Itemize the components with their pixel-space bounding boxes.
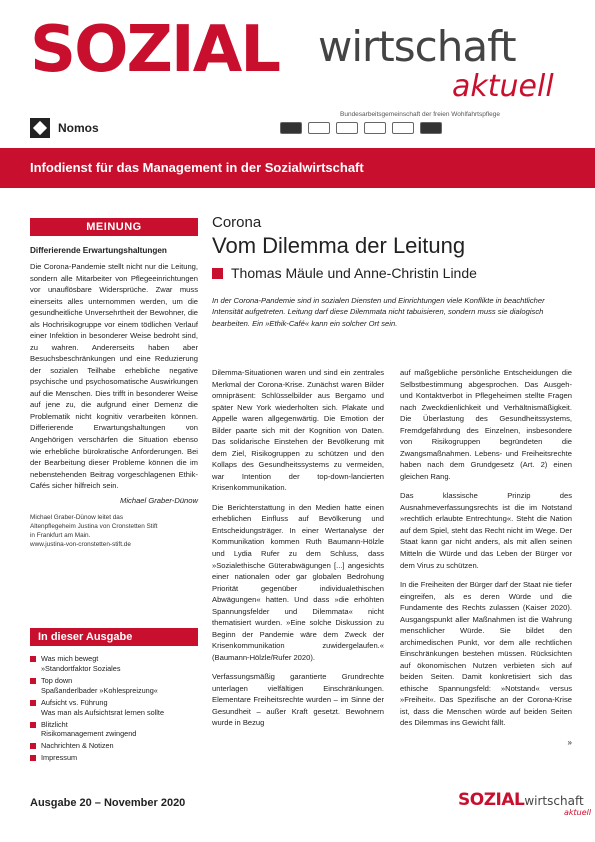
publisher-name: Nomos: [58, 121, 99, 135]
bullet-square-icon: [30, 656, 36, 662]
caritas-logo-icon: [308, 122, 330, 134]
toc-item-title: Impressum: [41, 753, 78, 763]
toc-item-title: Aufsicht vs. Führung: [41, 697, 108, 707]
table-of-contents: [30, 628, 198, 763]
article-body: [212, 367, 572, 749]
diakonie-logo-icon: [392, 122, 414, 134]
toc-list: [30, 654, 198, 763]
paragraph: auf maßgebliche persönliche Entscheidungen die Selbstbestimmung abgesprochen. Das Ausgeh- und Kontaktverbot in Pflegeheimen stellte Fragen nach Zweckdienlichkeit und Verhältnismäßigkeit. Die Überlastung des Gesundheitssystems, Fremdgefährdung des Einzelnen, insbesondere von Risikogruppen begründeten die Zwangsmaßnahmen. Lebens- und Freiheitsrechte haben nach dem Grundgesetz (Art. 2) einen gleichen Rang.: [400, 368, 572, 481]
issue-number: Ausgabe 20 – November 2020: [30, 797, 186, 809]
paritaet-logo-icon: [336, 122, 358, 134]
paragraph: Das klassische Prinzip des Ausnahmeverfassungsrechts ist die im Notstand »rechtlich erlaubte Entrechtung«. Steht die Nation auf dem Spiel, steht das Recht nicht im Wege. Der Staat kann gar nicht anders, als mit allen seinen Mitteln die Würde und das Leben der Bürger vor dem Virus zu schützen.: [400, 491, 572, 570]
partner-logos: [280, 122, 442, 134]
toc-item[interactable]: [30, 698, 198, 718]
footer-brand-aktuell: aktuell: [564, 808, 592, 817]
toc-item-subtitle: Spaßanderlbader »Kohlespreizung«: [41, 685, 158, 695]
toc-item-subtitle: Risikomanagement zwingend: [41, 729, 137, 739]
bio-link[interactable]: www.justina-von-cronstetten-stift.de: [30, 541, 131, 549]
opinion-signature: Michael Graber-Dünow: [120, 495, 198, 505]
paragraph: Dilemma-Situationen waren und sind ein zentrales Merkmal der Corona-Krise. Zunächst waren Bilder omnipräsent: Schlüsselbilder aus Bergamo und später New York wiederholten sich. Plakate und Appelle waren allgegenwärtig. Die Emotion der Bilder paarte sich mit der Kognition von Daten. Das solidarische Einstehen der Bevölkerung mit dem Ziel, Risikogruppen zu schützen und den Kollaps des Gesundheitssystems zu vermeiden, war Intention der top-down-lancierten Krisenkommunikation.: [212, 368, 384, 493]
bullet-square-icon: [30, 700, 36, 706]
red-cross-logo-icon: [364, 122, 386, 134]
continue-marker: »: [567, 737, 572, 747]
toc-item-subtitle: Was man als Aufsichtsrat lernen sollte: [41, 707, 165, 717]
bullet-square-icon: [30, 743, 36, 749]
toc-item-title: Was mich bewegt: [41, 654, 99, 663]
footer-brand-sozial: SOZIAL: [458, 790, 525, 810]
publisher-logo: [30, 118, 99, 138]
bio-line: Michael Graber-Dünow leitet das: [30, 513, 124, 521]
toc-item[interactable]: [30, 676, 198, 696]
masthead: [0, 0, 595, 142]
tagline: Infodienst für das Management in der Sozialwirtschaft: [30, 160, 364, 175]
toc-item[interactable]: [30, 654, 198, 674]
paragraph: Verfassungsmäßig garantierte Grundrechte unterlagen vielfältigen Einschränkungen. Elementare Freiheitsrechte wurden – im Sinne der Gesundheit – außer Kraft gesetzt. Bewohnern wurde in Bezug: [212, 672, 384, 728]
author-names: Thomas Mäule und Anne-Christin Linde: [231, 265, 477, 281]
toc-item[interactable]: [30, 741, 198, 751]
bullet-square-icon: [30, 722, 36, 728]
article-header: [212, 214, 574, 329]
bullet-square-icon: [212, 268, 223, 279]
opinion-body: Die Corona-Pandemie stellt nicht nur die Leitung, sondern alle Mitarbeiter von Pflegeeinrichtungen vor unauflösbare Widersprüche. Zwar muss einerseits alles unternommen werden, um die gesundheitliche Unversehrtheit der Bewohner, die als Hochrisikogruppe vor einem tödlichen Verlauf einer Infektion in besonderer Weise bedroht sind, zu wahren. Andererseits haben aber Besuchsbeschränkungen und eine Reduzierung der sozialen Teilhabe erhebliche negative psychische und psychosomatische Auswirkungen auf die Menschen. Dies trifft in besonderer Weise auf jene zu, die aufgrund einer Demenz die Problematik nicht kognitiv verarbeiten können. Differierende Erwartungshaltungen von Angehörigen verschärfen die Situation ebenso wie erhebliche bürokratische Anforderungen. Bei der Bearbeitung dieser Probleme können die im nebenstehenden Beitrag vorgeschlagenen Ethik-Cafés sicher hilfreich sein.: [30, 262, 198, 491]
toc-item[interactable]: [30, 753, 198, 763]
nomos-diamond-icon: [30, 118, 50, 138]
paragraph: Die Berichterstattung in den Medien hatte einen erheblichen Einfluss auf Bevölkerung und Entscheidungsträger. In einer Wertanalyse der Kommunikation kommen Ruth Baumann-Hölzle und Lydia Rufer zu dem Schluss, dass »Sozialethische Güterabwägungen [...] angesichts einer nationalen oder gar globalen Bedrohung Priorität gegenüber individualethischen Abwägungen« hatten. Und dass »die erhöhten Spannungsfelder und Dilemmata« nicht thematisiert wurden. »Eine solche Diskussion zu Beginn der Pandemie wäre dem Zweck der Krisenkommunikation zuwidergelaufen.« (Baumann-Hölzle/Rufer 2020).: [212, 502, 384, 662]
article-authors: [212, 265, 574, 281]
opinion-column: [30, 218, 198, 550]
brand-wirtschaft: wirtschaft: [318, 22, 516, 71]
paragraph: In die Freiheiten der Bürger darf der Staat nie tiefer eingreifen, als es deren Würde und die Fundamente des Rechts zulassen (Kaiser 2020). Ausgangspunkt aller Maßnahmen ist die Wahrung menschlicher Würde. Sie bildet den archimedischen Punkt, vor dem alle rechtlichen Einschränkungen bestehen müssen. Rücksichten auf ökonomischen Nutzen verbieten sich auf beiden Seiten. Damit konkretisiert sich das ethische Spannungsfeld: »Notstand« versus »Freiheit«. Das Spezifische an der Corona-Krise ist, dass die Menschen würde auf beiden Seiten des Dilemmas ins Gewicht fällt.: [400, 580, 572, 728]
article-column-1: [212, 367, 384, 749]
toc-header: In dieser Ausgabe: [30, 628, 198, 646]
article-column-2: [400, 367, 572, 749]
awo-logo-icon: [280, 122, 302, 134]
bio-line: in Frankfurt am Main.: [30, 532, 91, 540]
toc-item-title: Top down: [41, 675, 73, 685]
toc-item-title: Blitzlicht: [41, 719, 68, 729]
bullet-square-icon: [30, 678, 36, 684]
toc-item-title: Nachrichten & Notizen: [41, 741, 114, 751]
tagline-banner: [0, 148, 595, 188]
footer-brand-wirtschaft: wirtschaft: [524, 794, 584, 808]
opinion-subhead: Differierende Erwartungshaltungen: [30, 246, 167, 255]
bio-line: Altenpflegeheim Justina von Cronstetten Stift: [30, 522, 158, 530]
article-kicker: Corona: [212, 214, 262, 231]
article-lead: In der Corona-Pandemie sind in sozialen Diensten und Einrichtungen viele Konflikte in beachtlicher Intensität aufgetreten. Leitung darf diese Dilemmata nicht tabuisieren, sondern muss sie dialogisch bearbeiten. Ein »Ethik-Café« kann ein solcher Ort sein.: [212, 296, 545, 328]
toc-item[interactable]: [30, 720, 198, 740]
partners-caption: Bundesarbeitsgemeinschaft der freien Wohlfahrtspflege: [340, 111, 500, 118]
article-headline: Vom Dilemma der Leitung: [212, 233, 466, 258]
opinion-header: MEINUNG: [30, 218, 198, 236]
zwst-logo-icon: [420, 122, 442, 134]
bullet-square-icon: [30, 755, 36, 761]
toc-item-subtitle: »Standortfaktor Soziales: [41, 663, 121, 673]
brand-sozial: SOZIAL: [30, 13, 280, 87]
brand-aktuell: aktuell: [452, 69, 554, 104]
author-bio: [30, 513, 198, 550]
footer-logo: [458, 790, 592, 817]
